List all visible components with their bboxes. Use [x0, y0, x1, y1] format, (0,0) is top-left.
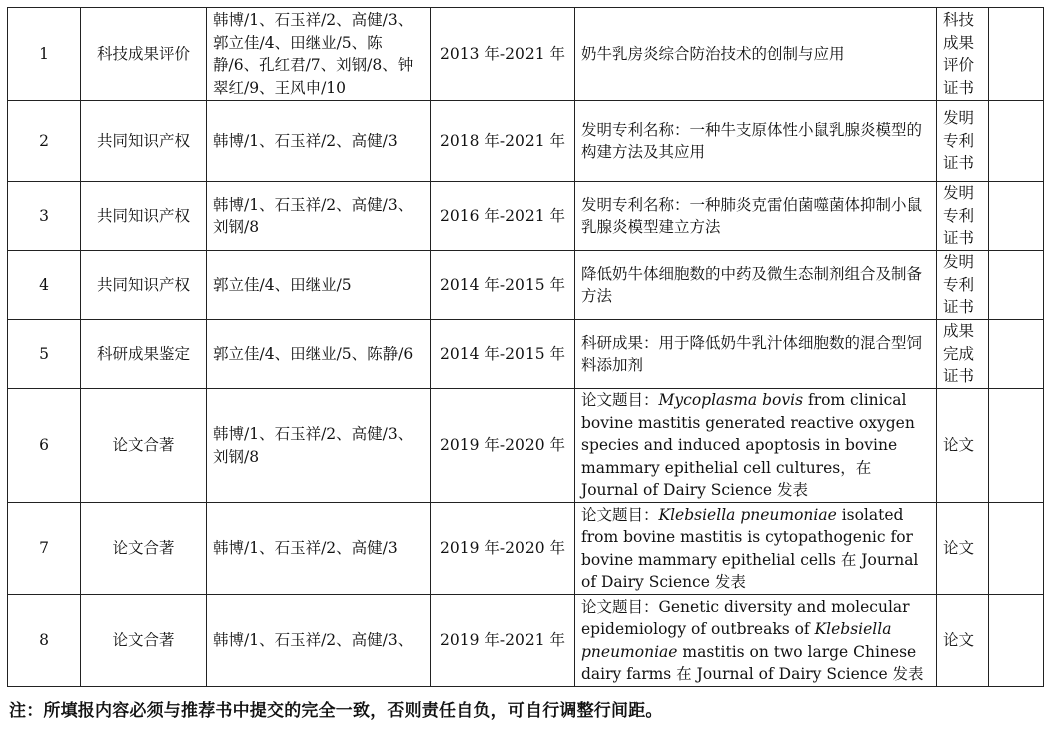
title-rest: mastitis on two large Chinese dairy farms 在 Journal of Dairy Science 发表 [581, 642, 924, 683]
achievement-type: 论文合著 [81, 389, 207, 503]
time-period: 2016 年-2021 年 [431, 182, 575, 251]
contributors: 韩博/1、石玉祥/2、高健/3 [207, 101, 431, 182]
empty-cell [989, 8, 1044, 101]
title-rest: isolated from bovine mastitis is cytopathogenic for bovine mammary epithelial cells 在 Journal of Dairy Science 发表 [581, 505, 919, 591]
achievement-type: 共同知识产权 [81, 101, 207, 182]
empty-cell [989, 503, 1044, 595]
species-name: Klebsiella pneumoniae [581, 620, 892, 661]
contributors: 韩博/1、石玉祥/2、高健/3、 [207, 595, 431, 687]
footnote: 注：所填报内容必须与推荐书中提交的完全一致，否则责任自负，可自行调整行间距。 [9, 701, 663, 721]
contributors: 韩博/1、石玉祥/2、高健/3、刘钢/8 [207, 389, 431, 503]
proof-material: 发明专利证书 [937, 101, 989, 182]
contributors: 韩博/1、石玉祥/2、高健/3、郭立佳/4、田继业/5、陈静/6、孔红君/7、刘钢/8、钟翠红/9、王风申/10 [207, 8, 431, 101]
empty-cell [989, 251, 1044, 320]
achievement-name: 发明专利名称：一种牛支原体性小鼠乳腺炎模型的构建方法及其应用 [575, 101, 937, 182]
row-number: 3 [8, 182, 81, 251]
achievement-name: 发明专利名称：一种肺炎克雷伯菌噬菌体抑制小鼠乳腺炎模型建立方法 [575, 182, 937, 251]
species-name: Mycoplasma bovis [658, 391, 804, 410]
achievement-name [575, 389, 937, 503]
proof-material: 发明专利证书 [937, 182, 989, 251]
time-period: 2019 年-2021 年 [431, 595, 575, 687]
achievement-type: 论文合著 [81, 503, 207, 595]
row-number: 4 [8, 251, 81, 320]
row-number: 5 [8, 320, 81, 389]
achievements-table [7, 7, 1044, 687]
contributors: 韩博/1、石玉祥/2、高健/3 [207, 503, 431, 595]
title-prefix: 论文题目： [581, 505, 659, 524]
species-name: Klebsiella pneumoniae [658, 505, 837, 524]
contributors: 郭立佳/4、田继业/5 [207, 251, 431, 320]
title-rest: from clinical bovine mastitis generated reactive oxygen species and induced apoptosis in bovine mammary epithelial cell cultures，在 Journal of Dairy Science 发表 [581, 391, 915, 500]
achievement-name: 科研成果：用于降低奶牛乳汁体细胞数的混合型饲料添加剂 [575, 320, 937, 389]
proof-material: 论文 [937, 389, 989, 503]
row-number: 2 [8, 101, 81, 182]
time-period: 2013 年-2021 年 [431, 8, 575, 101]
achievement-type: 论文合著 [81, 595, 207, 687]
empty-cell [989, 595, 1044, 687]
row-number: 6 [8, 389, 81, 503]
achievement-name: 降低奶牛体细胞数的中药及微生态制剂组合及制备方法 [575, 251, 937, 320]
row-number: 1 [8, 8, 81, 101]
achievement-type: 共同知识产权 [81, 251, 207, 320]
achievement-name [575, 503, 937, 595]
time-period: 2019 年-2020 年 [431, 503, 575, 595]
achievement-type: 科研成果鉴定 [81, 320, 207, 389]
proof-material: 成果完成证书 [937, 320, 989, 389]
time-period: 2019 年-2020 年 [431, 389, 575, 503]
empty-cell [989, 389, 1044, 503]
time-period: 2014 年-2015 年 [431, 320, 575, 389]
table-row [8, 251, 1044, 320]
time-period: 2014 年-2015 年 [431, 251, 575, 320]
proof-material: 论文 [937, 503, 989, 595]
table-row [8, 320, 1044, 389]
empty-cell [989, 320, 1044, 389]
empty-cell [989, 101, 1044, 182]
table-row [8, 182, 1044, 251]
achievement-name [575, 595, 937, 687]
table-row [8, 503, 1044, 595]
table-row [8, 101, 1044, 182]
contributors: 韩博/1、石玉祥/2、高健/3、刘钢/8 [207, 182, 431, 251]
table-row [8, 389, 1044, 503]
empty-cell [989, 182, 1044, 251]
row-number: 8 [8, 595, 81, 687]
table-row [8, 8, 1044, 101]
time-period: 2018 年-2021 年 [431, 101, 575, 182]
achievement-type: 共同知识产权 [81, 182, 207, 251]
table-row [8, 595, 1044, 687]
proof-material: 科技成果评价证书 [937, 8, 989, 101]
row-number: 7 [8, 503, 81, 595]
achievement-name: 奶牛乳房炎综合防治技术的创制与应用 [575, 8, 937, 101]
achievement-type: 科技成果评价 [81, 8, 207, 101]
proof-material: 发明专利证书 [937, 251, 989, 320]
title-prefix: 论文题目： [581, 391, 659, 410]
proof-material: 论文 [937, 595, 989, 687]
title-prefix: 论文题目：Genetic diversity and molecular epidemiology of outbreaks of [581, 597, 910, 638]
contributors: 郭立佳/4、田继业/5、陈静/6 [207, 320, 431, 389]
